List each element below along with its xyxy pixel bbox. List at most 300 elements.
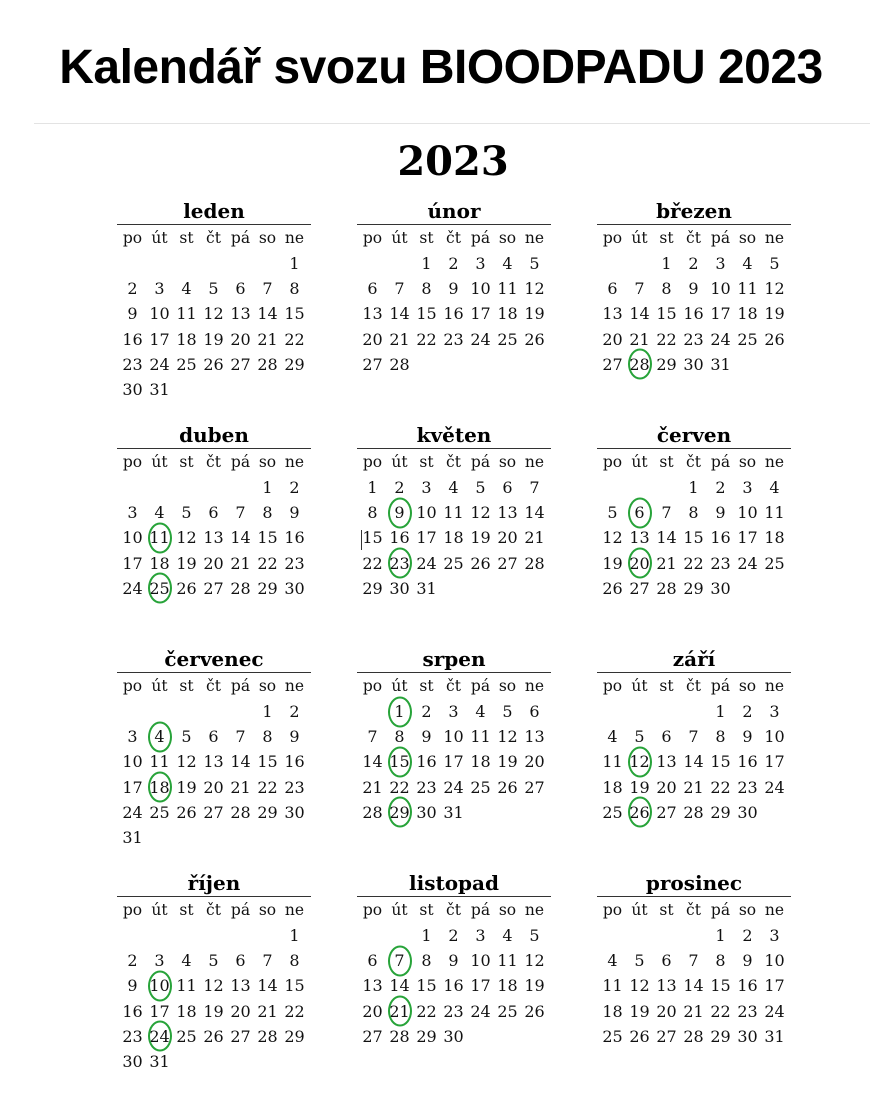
day-cell: 20 bbox=[203, 553, 224, 573]
day-cell: 23 bbox=[737, 777, 758, 797]
day-cell: 29 bbox=[656, 354, 677, 374]
day-cell: 9 bbox=[127, 976, 138, 996]
pickup-day-cell: 4 bbox=[146, 724, 173, 749]
day-cell: 4 bbox=[742, 254, 753, 273]
day-cell: 2 bbox=[127, 951, 138, 971]
empty-day-cell bbox=[359, 699, 386, 724]
day-cell: 8 bbox=[289, 279, 300, 299]
day-cell: 25 bbox=[497, 1001, 518, 1021]
day-cell: 9 bbox=[688, 279, 699, 299]
empty-day-cell bbox=[359, 251, 386, 276]
empty-day-cell bbox=[653, 699, 680, 724]
day-cell: 17 bbox=[764, 976, 785, 996]
day-cell: 8 bbox=[421, 279, 432, 299]
day-cell: 12 bbox=[629, 976, 650, 996]
day-cell: 25 bbox=[602, 1026, 623, 1046]
day-cell: 5 bbox=[208, 279, 219, 299]
day-cell: 2 bbox=[448, 926, 459, 945]
day-cell: 22 bbox=[362, 553, 383, 573]
day-cell: 23 bbox=[284, 553, 305, 573]
day-cell: 9 bbox=[448, 279, 459, 299]
day-cell: 16 bbox=[284, 752, 305, 772]
day-cell: 31 bbox=[764, 1026, 785, 1046]
day-cell: 4 bbox=[181, 951, 192, 971]
day-cell: 6 bbox=[235, 951, 246, 971]
day-cell: 27 bbox=[629, 578, 650, 598]
day-cell: 8 bbox=[715, 727, 726, 747]
weekday-header: st bbox=[179, 677, 194, 695]
day-cell: 20 bbox=[656, 777, 677, 797]
month-day-grid bbox=[599, 449, 789, 601]
day-cell: 11 bbox=[443, 503, 464, 523]
day-cell: 1 bbox=[715, 702, 726, 721]
empty-day-cell bbox=[227, 475, 254, 500]
month-day-grid bbox=[599, 673, 789, 825]
day-cell: 6 bbox=[235, 279, 246, 299]
pickup-day-cell: 24 bbox=[146, 1024, 173, 1049]
month-name: květen bbox=[357, 422, 551, 449]
weekday-header: pá bbox=[710, 453, 731, 471]
day-cell: 6 bbox=[661, 951, 672, 971]
day-cell: 22 bbox=[257, 777, 278, 797]
month-1 bbox=[119, 198, 309, 402]
day-cell: 7 bbox=[235, 727, 246, 747]
day-cell: 3 bbox=[154, 279, 165, 299]
day-cell: 20 bbox=[656, 1001, 677, 1021]
day-cell: 10 bbox=[764, 951, 785, 971]
day-cell: 21 bbox=[683, 1001, 704, 1021]
weekday-header: čt bbox=[686, 453, 701, 471]
empty-day-cell bbox=[119, 475, 146, 500]
weekday-header: st bbox=[659, 677, 674, 695]
day-cell: 26 bbox=[602, 578, 623, 598]
empty-day-cell bbox=[200, 923, 227, 948]
day-cell: 17 bbox=[710, 304, 731, 324]
empty-day-cell bbox=[254, 923, 281, 948]
month-8 bbox=[359, 646, 549, 825]
day-cell: 2 bbox=[127, 279, 138, 299]
day-cell: 19 bbox=[470, 528, 491, 548]
day-cell: 10 bbox=[122, 528, 143, 548]
month-5 bbox=[359, 422, 549, 601]
day-cell: 18 bbox=[497, 976, 518, 996]
day-cell: 4 bbox=[502, 254, 513, 273]
day-cell: 11 bbox=[176, 304, 197, 324]
day-cell: 16 bbox=[443, 976, 464, 996]
day-cell: 3 bbox=[127, 503, 138, 523]
pickup-day-cell: 29 bbox=[386, 800, 413, 825]
pickup-day-cell: 28 bbox=[626, 352, 653, 377]
day-cell: 7 bbox=[661, 503, 672, 523]
day-cell: 24 bbox=[122, 802, 143, 822]
day-cell: 1 bbox=[289, 926, 300, 945]
day-cell: 21 bbox=[257, 1001, 278, 1021]
day-cell: 5 bbox=[181, 503, 192, 523]
day-cell: 30 bbox=[683, 354, 704, 374]
day-cell: 20 bbox=[230, 1001, 251, 1021]
month-name: červen bbox=[597, 422, 791, 449]
weekday-header: po bbox=[602, 453, 623, 471]
day-cell: 17 bbox=[470, 976, 491, 996]
day-cell: 22 bbox=[416, 1001, 437, 1021]
day-cell: 24 bbox=[764, 1001, 785, 1021]
day-cell: 15 bbox=[683, 528, 704, 548]
pickup-day-cell: 25 bbox=[146, 576, 173, 601]
day-cell: 13 bbox=[629, 528, 650, 548]
day-cell: 24 bbox=[470, 329, 491, 349]
day-cell: 9 bbox=[742, 727, 753, 747]
day-cell: 24 bbox=[416, 553, 437, 573]
day-cell: 19 bbox=[764, 304, 785, 324]
day-cell: 25 bbox=[497, 329, 518, 349]
day-cell: 23 bbox=[683, 329, 704, 349]
day-cell: 16 bbox=[416, 752, 437, 772]
empty-day-cell bbox=[146, 699, 173, 724]
month-name: prosinec bbox=[597, 870, 791, 897]
day-cell: 24 bbox=[470, 1001, 491, 1021]
day-cell: 25 bbox=[602, 802, 623, 822]
empty-day-cell bbox=[254, 251, 281, 276]
day-cell: 20 bbox=[602, 329, 623, 349]
day-cell: 29 bbox=[416, 1026, 437, 1046]
day-cell: 16 bbox=[443, 304, 464, 324]
day-cell: 6 bbox=[208, 503, 219, 523]
day-cell: 8 bbox=[367, 503, 378, 523]
day-cell: 18 bbox=[737, 304, 758, 324]
day-cell: 30 bbox=[389, 578, 410, 598]
day-cell: 10 bbox=[764, 727, 785, 747]
day-cell: 22 bbox=[284, 1001, 305, 1021]
day-cell: 29 bbox=[284, 1026, 305, 1046]
weekday-header: ne bbox=[764, 901, 785, 919]
day-cell: 23 bbox=[710, 553, 731, 573]
pickup-day-cell: 18 bbox=[146, 775, 173, 800]
day-cell: 13 bbox=[230, 976, 251, 996]
weekday-header: út bbox=[391, 901, 408, 919]
weekday-header: pá bbox=[230, 453, 251, 471]
day-cell: 29 bbox=[257, 578, 278, 598]
weekday-header: út bbox=[151, 901, 168, 919]
weekday-header: po bbox=[362, 901, 383, 919]
weekday-header: ne bbox=[524, 901, 545, 919]
weekday-header: pá bbox=[470, 677, 491, 695]
day-cell: 11 bbox=[470, 727, 491, 747]
empty-day-cell bbox=[653, 923, 680, 948]
day-cell: 13 bbox=[362, 304, 383, 324]
day-cell: 17 bbox=[122, 777, 143, 797]
day-cell: 3 bbox=[715, 254, 726, 273]
weekday-header: st bbox=[659, 453, 674, 471]
month-10 bbox=[119, 870, 309, 1074]
weekday-header: so bbox=[738, 453, 757, 471]
weekday-header: čt bbox=[446, 229, 461, 247]
day-cell: 15 bbox=[284, 976, 305, 996]
day-cell: 19 bbox=[203, 1001, 224, 1021]
day-cell: 23 bbox=[122, 1026, 143, 1046]
empty-day-cell bbox=[227, 251, 254, 276]
day-cell: 9 bbox=[715, 503, 726, 523]
weekday-header: so bbox=[258, 229, 277, 247]
day-cell: 22 bbox=[710, 777, 731, 797]
day-cell: 6 bbox=[661, 727, 672, 747]
month-day-grid bbox=[599, 225, 789, 377]
day-cell: 27 bbox=[230, 1026, 251, 1046]
weekday-header: ne bbox=[524, 677, 545, 695]
day-cell: 26 bbox=[203, 1026, 224, 1046]
day-cell: 10 bbox=[149, 304, 170, 324]
weekday-header: ne bbox=[284, 453, 305, 471]
day-cell: 12 bbox=[524, 951, 545, 971]
day-cell: 13 bbox=[362, 976, 383, 996]
day-cell: 19 bbox=[602, 553, 623, 573]
weekday-header: ne bbox=[764, 229, 785, 247]
day-cell: 25 bbox=[470, 777, 491, 797]
weekday-header: út bbox=[631, 453, 648, 471]
day-cell: 28 bbox=[257, 1026, 278, 1046]
empty-day-cell bbox=[386, 251, 413, 276]
day-cell: 24 bbox=[443, 777, 464, 797]
weekday-header: čt bbox=[206, 453, 221, 471]
day-cell: 30 bbox=[122, 379, 143, 399]
weekday-header: čt bbox=[686, 901, 701, 919]
day-cell: 4 bbox=[448, 478, 459, 497]
day-cell: 3 bbox=[742, 478, 753, 497]
day-cell: 21 bbox=[230, 777, 251, 797]
day-cell: 27 bbox=[230, 354, 251, 374]
day-cell: 21 bbox=[257, 329, 278, 349]
empty-day-cell bbox=[680, 923, 707, 948]
weekday-header: st bbox=[179, 901, 194, 919]
day-cell: 23 bbox=[122, 354, 143, 374]
month-3 bbox=[599, 198, 789, 377]
weekday-header: pá bbox=[230, 677, 251, 695]
day-cell: 13 bbox=[203, 752, 224, 772]
day-cell: 16 bbox=[737, 976, 758, 996]
weekday-header: st bbox=[659, 901, 674, 919]
day-cell: 12 bbox=[176, 752, 197, 772]
day-cell: 10 bbox=[443, 727, 464, 747]
empty-day-cell bbox=[200, 699, 227, 724]
weekday-header: po bbox=[362, 677, 383, 695]
empty-day-cell bbox=[227, 699, 254, 724]
weekday-header: pá bbox=[470, 901, 491, 919]
day-cell: 9 bbox=[421, 727, 432, 747]
day-cell: 18 bbox=[602, 777, 623, 797]
empty-day-cell bbox=[146, 923, 173, 948]
day-cell: 23 bbox=[443, 1001, 464, 1021]
day-cell: 4 bbox=[154, 503, 165, 523]
weekday-header: út bbox=[151, 229, 168, 247]
month-day-grid bbox=[119, 225, 309, 402]
day-cell: 23 bbox=[737, 1001, 758, 1021]
day-cell: 14 bbox=[230, 752, 251, 772]
empty-day-cell bbox=[200, 475, 227, 500]
day-cell: 17 bbox=[764, 752, 785, 772]
day-cell: 3 bbox=[769, 702, 780, 721]
weekday-header: ne bbox=[284, 901, 305, 919]
weekday-header: so bbox=[258, 677, 277, 695]
day-cell: 25 bbox=[764, 553, 785, 573]
day-cell: 13 bbox=[656, 976, 677, 996]
day-cell: 27 bbox=[602, 354, 623, 374]
empty-day-cell bbox=[680, 699, 707, 724]
month-day-grid bbox=[359, 897, 549, 1049]
weekday-header: po bbox=[122, 229, 143, 247]
day-cell: 21 bbox=[683, 777, 704, 797]
weekday-header: út bbox=[151, 453, 168, 471]
day-cell: 1 bbox=[421, 926, 432, 945]
weekday-header: pá bbox=[470, 229, 491, 247]
day-cell: 11 bbox=[602, 752, 623, 772]
weekday-header: ne bbox=[764, 453, 785, 471]
weekday-header: pá bbox=[230, 901, 251, 919]
day-cell: 7 bbox=[688, 951, 699, 971]
day-cell: 18 bbox=[149, 553, 170, 573]
day-cell: 4 bbox=[607, 951, 618, 971]
day-cell: 19 bbox=[629, 1001, 650, 1021]
day-cell: 28 bbox=[683, 802, 704, 822]
day-cell: 4 bbox=[502, 926, 513, 945]
day-cell: 20 bbox=[362, 329, 383, 349]
weekday-header: út bbox=[151, 677, 168, 695]
day-cell: 4 bbox=[607, 727, 618, 747]
empty-day-cell bbox=[626, 475, 653, 500]
day-cell: 6 bbox=[607, 279, 618, 299]
day-cell: 26 bbox=[203, 354, 224, 374]
day-cell: 28 bbox=[230, 802, 251, 822]
empty-day-cell bbox=[599, 923, 626, 948]
weekday-header: pá bbox=[710, 901, 731, 919]
day-cell: 14 bbox=[362, 752, 383, 772]
day-cell: 5 bbox=[475, 478, 486, 497]
day-cell: 22 bbox=[710, 1001, 731, 1021]
day-cell: 2 bbox=[421, 702, 432, 721]
empty-day-cell bbox=[599, 251, 626, 276]
day-cell: 21 bbox=[629, 329, 650, 349]
weekday-header: po bbox=[122, 677, 143, 695]
empty-day-cell bbox=[173, 251, 200, 276]
day-cell: 20 bbox=[362, 1001, 383, 1021]
weekday-header: čt bbox=[206, 677, 221, 695]
day-cell: 4 bbox=[475, 702, 486, 721]
day-cell: 7 bbox=[262, 279, 273, 299]
day-cell: 12 bbox=[176, 528, 197, 548]
pickup-day-cell: 9 bbox=[386, 500, 413, 525]
day-cell: 30 bbox=[443, 1026, 464, 1046]
day-cell: 26 bbox=[497, 777, 518, 797]
day-cell: 17 bbox=[443, 752, 464, 772]
day-cell: 28 bbox=[524, 553, 545, 573]
day-cell: 24 bbox=[122, 578, 143, 598]
day-cell: 16 bbox=[683, 304, 704, 324]
day-cell: 1 bbox=[289, 254, 300, 273]
day-cell: 7 bbox=[262, 951, 273, 971]
pickup-day-cell: 21 bbox=[386, 999, 413, 1024]
empty-day-cell bbox=[200, 251, 227, 276]
day-cell: 14 bbox=[656, 528, 677, 548]
day-cell: 25 bbox=[176, 354, 197, 374]
pickup-day-cell: 10 bbox=[146, 973, 173, 998]
day-cell: 1 bbox=[262, 478, 273, 497]
day-cell: 10 bbox=[470, 951, 491, 971]
month-7 bbox=[119, 646, 309, 850]
day-cell: 15 bbox=[710, 752, 731, 772]
day-cell: 9 bbox=[289, 503, 300, 523]
day-cell: 5 bbox=[634, 951, 645, 971]
day-cell: 22 bbox=[284, 329, 305, 349]
day-cell: 18 bbox=[176, 329, 197, 349]
day-cell: 15 bbox=[710, 976, 731, 996]
day-cell: 2 bbox=[448, 254, 459, 273]
month-name: červenec bbox=[117, 646, 311, 673]
day-cell: 11 bbox=[602, 976, 623, 996]
day-cell: 23 bbox=[416, 777, 437, 797]
day-cell: 17 bbox=[737, 528, 758, 548]
day-cell: 5 bbox=[181, 727, 192, 747]
weekday-header: čt bbox=[686, 229, 701, 247]
day-cell: 28 bbox=[389, 354, 410, 374]
day-cell: 29 bbox=[362, 578, 383, 598]
day-cell: 3 bbox=[769, 926, 780, 945]
day-cell: 21 bbox=[230, 553, 251, 573]
weekday-header: čt bbox=[446, 453, 461, 471]
day-cell: 30 bbox=[284, 802, 305, 822]
day-cell: 1 bbox=[421, 254, 432, 273]
day-cell: 24 bbox=[764, 777, 785, 797]
empty-day-cell bbox=[599, 699, 626, 724]
day-cell: 15 bbox=[257, 528, 278, 548]
day-cell: 8 bbox=[421, 951, 432, 971]
day-cell: 23 bbox=[284, 777, 305, 797]
day-cell: 5 bbox=[208, 951, 219, 971]
pickup-day-cell: 6 bbox=[626, 500, 653, 525]
day-cell: 14 bbox=[257, 304, 278, 324]
day-cell: 17 bbox=[149, 1001, 170, 1021]
day-cell: 7 bbox=[634, 279, 645, 299]
month-9 bbox=[599, 646, 789, 825]
weekday-header: pá bbox=[470, 453, 491, 471]
weekday-header: st bbox=[419, 453, 434, 471]
day-cell: 13 bbox=[203, 528, 224, 548]
day-cell: 29 bbox=[710, 802, 731, 822]
day-cell: 27 bbox=[203, 578, 224, 598]
text-cursor bbox=[361, 530, 362, 550]
day-cell: 3 bbox=[421, 478, 432, 497]
day-cell: 26 bbox=[524, 1001, 545, 1021]
month-name: únor bbox=[357, 198, 551, 225]
empty-day-cell bbox=[599, 475, 626, 500]
day-cell: 26 bbox=[470, 553, 491, 573]
day-cell: 12 bbox=[602, 528, 623, 548]
weekday-header: po bbox=[602, 901, 623, 919]
day-cell: 7 bbox=[529, 478, 540, 497]
day-cell: 12 bbox=[764, 279, 785, 299]
day-cell: 5 bbox=[529, 254, 540, 273]
weekday-header: po bbox=[602, 677, 623, 695]
day-cell: 19 bbox=[176, 777, 197, 797]
day-cell: 3 bbox=[475, 926, 486, 945]
day-cell: 2 bbox=[715, 478, 726, 497]
month-day-grid bbox=[119, 449, 309, 601]
day-cell: 6 bbox=[208, 727, 219, 747]
day-cell: 13 bbox=[524, 727, 545, 747]
weekday-header: út bbox=[391, 229, 408, 247]
month-name: srpen bbox=[357, 646, 551, 673]
day-cell: 11 bbox=[497, 279, 518, 299]
empty-day-cell bbox=[119, 251, 146, 276]
day-cell: 5 bbox=[529, 926, 540, 945]
month-day-grid bbox=[119, 673, 309, 850]
